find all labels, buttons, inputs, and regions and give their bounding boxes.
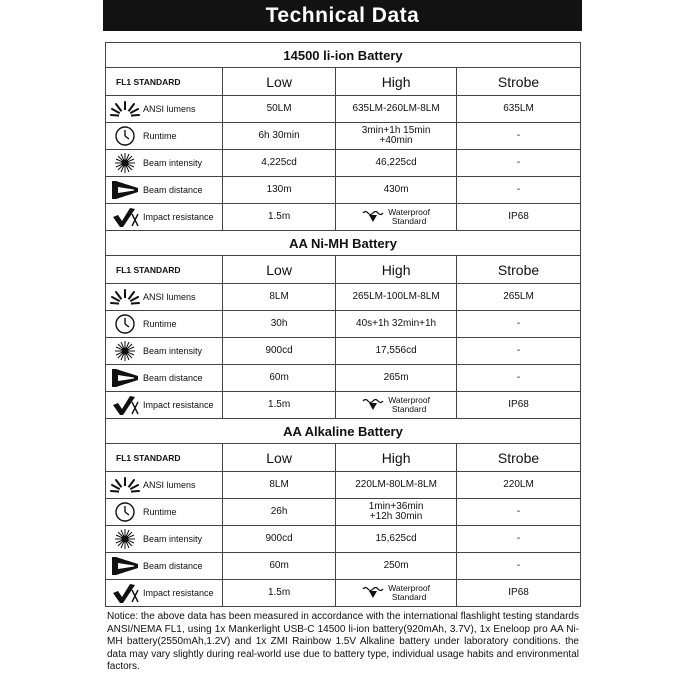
high-value: 46,225cd <box>336 150 457 176</box>
high-value-line-1: 1min+36min <box>368 501 424 512</box>
column-header-high: High <box>336 68 457 95</box>
table-row <box>106 96 580 123</box>
strobe-value: - <box>516 130 521 141</box>
high-value-line-1: Waterproof <box>388 207 430 217</box>
high-value: 15,625cd <box>336 526 457 552</box>
row-label: Runtime <box>143 319 177 329</box>
clock-icon <box>110 501 140 523</box>
row-label: Beam intensity <box>143 534 203 544</box>
sun-burst-icon <box>110 474 140 496</box>
row-label: Runtime <box>143 507 177 517</box>
strobe-value: IP68 <box>508 587 529 598</box>
column-header-row <box>106 68 580 96</box>
column-header-standard: FL1 STANDARD <box>106 256 223 283</box>
beam-distance-icon <box>110 555 140 577</box>
table-row <box>106 150 580 177</box>
row-label: Impact resistance <box>143 588 214 598</box>
notice-paragraph: Notice: the above data has been measured in accordance with the international flashlight testing standards ANSI/NEMA FL1, using 1x Mankerlight USB-C 14500 li-ion battery(920mAh, 3.7V), 1x Eneloop pro AA Ni-MH battery(2550mAh,1.2V) and 1x ZMI Rainbow 1.5V Alkaline battery under laboratory conditions. the data may vary slightly during real-world use due to battery type, individual usage habits and environmental factors. <box>107 611 579 672</box>
strobe-value: - <box>516 318 521 329</box>
strobe-value: 220LM <box>503 479 534 490</box>
high-value-line-2: Standard <box>391 404 427 414</box>
table-row <box>106 204 580 230</box>
high-value-line-2: Standard <box>391 216 427 226</box>
strobe-value: - <box>516 184 521 195</box>
waterproof-icon <box>362 209 384 226</box>
row-label: Beam distance <box>143 373 203 383</box>
high-value: 265LM-100LM-8LM <box>336 284 457 310</box>
row-label: Beam intensity <box>143 346 203 356</box>
page-title: Technical Data <box>103 0 582 31</box>
low-value: 8LM <box>223 472 336 498</box>
column-header-row <box>106 256 580 284</box>
table-row <box>106 392 580 418</box>
table-row <box>106 365 580 392</box>
low-value: 900cd <box>223 526 336 552</box>
waterproof-icon <box>362 585 384 602</box>
low-value: 50LM <box>223 96 336 122</box>
row-label: Beam distance <box>143 561 203 571</box>
low-value: 26h <box>223 499 336 525</box>
column-header-standard: FL1 STANDARD <box>106 444 223 471</box>
row-label: Beam distance <box>143 185 203 195</box>
high-value: 430m <box>336 177 457 203</box>
column-header-standard: FL1 STANDARD <box>106 68 223 95</box>
high-value-line-1: 3min+1h 15min <box>361 125 431 136</box>
row-label: Impact resistance <box>143 212 214 222</box>
table-row <box>106 499 580 526</box>
clock-icon <box>110 313 140 335</box>
high-value: 220LM-80LM-8LM <box>336 472 457 498</box>
table-row <box>106 284 580 311</box>
column-header-high: High <box>336 256 457 283</box>
table-row <box>106 311 580 338</box>
high-value-line-2: +12h 30min <box>369 511 423 522</box>
row-label: ANSI lumens <box>143 104 196 114</box>
section-title: AA Alkaline Battery <box>106 419 580 444</box>
high-value <box>336 499 457 525</box>
battery-section-14500 <box>105 42 581 230</box>
high-value: 40s+1h 32min+1h <box>336 311 457 337</box>
column-header-row <box>106 444 580 472</box>
beam-intensity-icon <box>110 340 140 362</box>
strobe-value: - <box>516 372 521 383</box>
technical-data-tables <box>105 42 581 607</box>
table-row <box>106 338 580 365</box>
low-value: 60m <box>223 553 336 579</box>
row-label: ANSI lumens <box>143 292 196 302</box>
table-row <box>106 580 580 606</box>
table-row <box>106 123 580 150</box>
low-value: 4,225cd <box>223 150 336 176</box>
clock-icon <box>110 125 140 147</box>
low-value: 60m <box>223 365 336 391</box>
strobe-value: - <box>516 560 521 571</box>
impact-resistance-icon <box>110 582 140 604</box>
strobe-value: - <box>516 506 521 517</box>
beam-distance-icon <box>110 179 140 201</box>
low-value: 1.5m <box>223 392 336 418</box>
high-value-line-2: Standard <box>391 592 427 602</box>
column-header-high: High <box>336 444 457 471</box>
table-row <box>106 177 580 204</box>
low-value: 1.5m <box>223 580 336 606</box>
low-value: 30h <box>223 311 336 337</box>
high-value <box>336 580 457 606</box>
impact-resistance-icon <box>110 206 140 228</box>
high-value-line-2: +40min <box>379 135 413 146</box>
high-value <box>336 392 457 418</box>
low-value: 130m <box>223 177 336 203</box>
waterproof-icon <box>362 397 384 414</box>
high-value-line-1: Waterproof <box>388 395 430 405</box>
section-title: AA Ni-MH Battery <box>106 231 580 256</box>
column-header-strobe: Strobe <box>497 449 540 466</box>
row-label: Impact resistance <box>143 400 214 410</box>
impact-resistance-icon <box>110 394 140 416</box>
table-row <box>106 526 580 553</box>
battery-section-aa-nimh <box>105 230 581 418</box>
beam-distance-icon <box>110 367 140 389</box>
low-value: 1.5m <box>223 204 336 230</box>
high-value <box>336 204 457 230</box>
row-label: ANSI lumens <box>143 480 196 490</box>
high-value: 635LM-260LM-8LM <box>336 96 457 122</box>
strobe-value: IP68 <box>508 399 529 410</box>
beam-intensity-icon <box>110 152 140 174</box>
strobe-value: IP68 <box>508 211 529 222</box>
strobe-value: - <box>516 157 521 168</box>
sun-burst-icon <box>110 286 140 308</box>
high-value: 250m <box>336 553 457 579</box>
strobe-value: - <box>516 533 521 544</box>
column-header-strobe: Strobe <box>497 261 540 278</box>
beam-intensity-icon <box>110 528 140 550</box>
strobe-value: 635LM <box>503 103 534 114</box>
column-header-low: Low <box>223 68 336 95</box>
row-label: Runtime <box>143 131 177 141</box>
column-header-low: Low <box>223 444 336 471</box>
column-header-low: Low <box>223 256 336 283</box>
section-title: 14500 li-ion Battery <box>106 43 580 68</box>
strobe-value: 265LM <box>503 291 534 302</box>
high-value <box>336 123 457 149</box>
row-label: Beam intensity <box>143 158 203 168</box>
sun-burst-icon <box>110 98 140 120</box>
high-value-line-1: Waterproof <box>388 583 430 593</box>
high-value: 17,556cd <box>336 338 457 364</box>
low-value: 8LM <box>223 284 336 310</box>
table-row <box>106 472 580 499</box>
column-header-strobe: Strobe <box>497 73 540 90</box>
low-value: 900cd <box>223 338 336 364</box>
high-value: 265m <box>336 365 457 391</box>
strobe-value: - <box>516 345 521 356</box>
battery-section-aa-alkaline <box>105 418 581 607</box>
table-row <box>106 553 580 580</box>
low-value: 6h 30min <box>223 123 336 149</box>
